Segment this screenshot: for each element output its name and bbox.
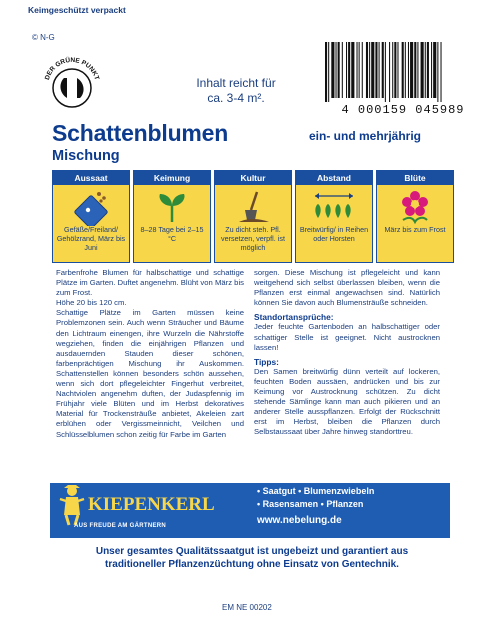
standort-text: Jeder feuchte Gartenboden an halbschattiger oder schattiger Stelle ist geeignet. Nicht austrocknen lassen!	[254, 322, 440, 352]
standort-heading: Standortansprüche:	[254, 312, 334, 323]
barcode	[323, 42, 493, 104]
info-box-heading: Abstand	[296, 171, 372, 185]
info-box-text: Gefäße/Freiland/ Gehölzrand, März bis Juni	[56, 225, 126, 252]
info-box-kultur	[214, 170, 292, 263]
info-box-text: Breitwürfig/ in Reihen oder Horsten	[299, 225, 369, 243]
barcode-bar	[371, 42, 374, 98]
sprout-icon	[152, 188, 192, 226]
flower-icon	[395, 188, 435, 226]
barcode-bar	[369, 42, 370, 98]
info-box-text: Zu dicht steh. Pfl. versetzen, verpfl. ist möglich	[221, 225, 285, 252]
barcode-bar	[437, 42, 438, 102]
barcode-bar	[325, 42, 327, 102]
barcode-bar	[421, 42, 424, 98]
brand-website-link[interactable]: www.nebelung.de	[257, 515, 342, 526]
barcode-bar	[425, 42, 426, 98]
barcode-bar	[408, 42, 409, 98]
barcode-bar	[348, 42, 350, 98]
kiepenkerl-logo	[58, 483, 246, 527]
height-note: Höhe 20 bis 120 cm.	[56, 298, 127, 308]
barcode-bar	[405, 42, 406, 98]
barcode-bar	[328, 42, 329, 102]
barcode-bar	[410, 42, 413, 98]
tipps-text: Den Samen breitwürfig dünn verteilt auf lockeren, feuchten Boden aussäen, andrücken und bis zur Keimung vor Austrocknung schützen. Zu dicht stehende Sämlinge kann man auch pikieren und an anderer Stelle ausspflanzen. Erfolgt der Rückschnitt erst im Herbst, bleiben die Pflanzen durch Selbstaussaat über Jahre hinweg standorttreu.	[254, 366, 440, 437]
barcode-bar	[351, 42, 354, 98]
barcode-bar	[392, 42, 393, 98]
barcode-bar	[357, 42, 358, 98]
product-mix: Mischung	[52, 148, 120, 164]
brand-name: KIEPENKERL	[88, 494, 215, 515]
barcode-bar	[338, 42, 340, 98]
barcode-bar	[382, 42, 384, 98]
info-box-heading: Aussaat	[53, 171, 129, 185]
info-box-abstand	[295, 170, 373, 263]
barcode-bar	[375, 42, 377, 98]
em-code: EM NE 00202	[222, 603, 272, 612]
barcode-bar	[379, 42, 380, 98]
product-title: Schattenblumen	[52, 120, 229, 146]
quality-line-2: traditioneller Pflanzenzüchtung ohne Einsatz von Gentechnik.	[105, 559, 399, 570]
info-box-text: 8–28 Tage bei 2–15 °C	[140, 225, 204, 243]
info-box-keimung	[133, 170, 211, 263]
barcode-bar	[431, 42, 432, 98]
barcode-bar	[441, 42, 442, 102]
barcode-bar	[366, 42, 368, 98]
gardener-figure-icon	[60, 485, 84, 525]
barcode-bar	[397, 42, 398, 98]
green-dot-text: DER GRÜNE PUNKT	[43, 56, 101, 81]
barcode-bar	[362, 42, 363, 98]
brand-slogan: AUS FREUDE AM GÄRTNERN	[74, 523, 167, 529]
brand-features-1: • Saatgut • Blumenzwiebeln	[257, 486, 375, 496]
contents-line-2: ca. 3-4 m².	[207, 91, 265, 105]
description-paragraph: Schattige Plätze im Garten müssen keine Problemzonen sein. Auch wenn Sträucher und Bäume den Lichtraum einengen, ihre Wurzeln die Nährstoffe wegziehen, finden die einjährigen Pflanzen und ausdauernden Stauden dieser schönen, farbenprächtigen Mischung ihr Auskommen. Schattenstellen können besonders schön aussehen, wenn sich dort pflegeleichter Fingerhut verbreitet, Nachtviolen angenehm duften, der Judaspfennig im Frühjahr viele Blüten und im Herbst dekoratives Material für Trockensträuße anbietet, Akeleien zart erblühen oder Vergissmeinnicht, Veilchen und Schlüsselblumen schon zeitig für Farbe im Garten	[56, 308, 244, 439]
info-box-heading: Kultur	[215, 171, 291, 185]
spacing-icon	[309, 188, 359, 226]
barcode-bar	[394, 42, 396, 98]
barcode-bar	[427, 42, 429, 98]
barcode-bar	[342, 42, 343, 98]
info-box-bluete	[376, 170, 454, 263]
description-paragraph: sorgen. Diese Mischung ist pflegeleicht und kann weitgehend sich selbst überlassen bleiben, wenn die Pflanzen erst einmal angewachsen sind. Natürlich können Sie davon auch Blumensträuße schneiden.	[254, 268, 440, 308]
barcode-bar	[402, 42, 404, 98]
tipps-heading: Tipps:	[254, 356, 279, 367]
barcode-bar	[417, 42, 418, 98]
barcode-bar	[389, 42, 390, 102]
copyright-note: © N-G	[32, 33, 55, 42]
barcode-bar	[385, 42, 386, 102]
description-paragraph: Farbenfrohe Blumen für halbschattige und schattige Plätze im Garten. Duftet angenehm. Blüht von März bis zum Frost.	[56, 268, 245, 298]
info-box-heading: Blüte	[377, 171, 453, 185]
quality-line-1: Unser gesamtes Qualitätssaatgut ist ungebeizt und garantiert aus	[95, 546, 409, 557]
product-subtitle: ein- und mehrjährig	[309, 129, 422, 143]
contents-note	[166, 76, 306, 106]
info-box-text: März bis zum Frost	[384, 225, 446, 234]
description-right-column	[254, 268, 440, 438]
barcode-number: 4 000159 045989	[341, 103, 465, 117]
seed-bag-icon	[71, 188, 111, 226]
green-dot-logo	[36, 48, 108, 120]
barcode-bar	[331, 42, 334, 98]
barcode-bar	[359, 42, 360, 98]
info-box-aussaat	[52, 170, 130, 263]
info-box-heading: Keimung	[134, 171, 210, 185]
brand-features-2: • Rasensamen • Pflanzen	[257, 499, 364, 509]
packaging-note: Keimgeschützt verpackt	[28, 5, 126, 15]
barcode-bar	[433, 42, 436, 98]
barcode-bar	[346, 42, 347, 98]
barcode-bar	[336, 42, 337, 98]
contents-line-1: Inhalt reicht für	[196, 76, 276, 90]
barcode-bar	[414, 42, 416, 98]
spade-icon	[233, 188, 273, 226]
quality-statement	[52, 545, 452, 571]
description-left-column	[56, 268, 244, 440]
